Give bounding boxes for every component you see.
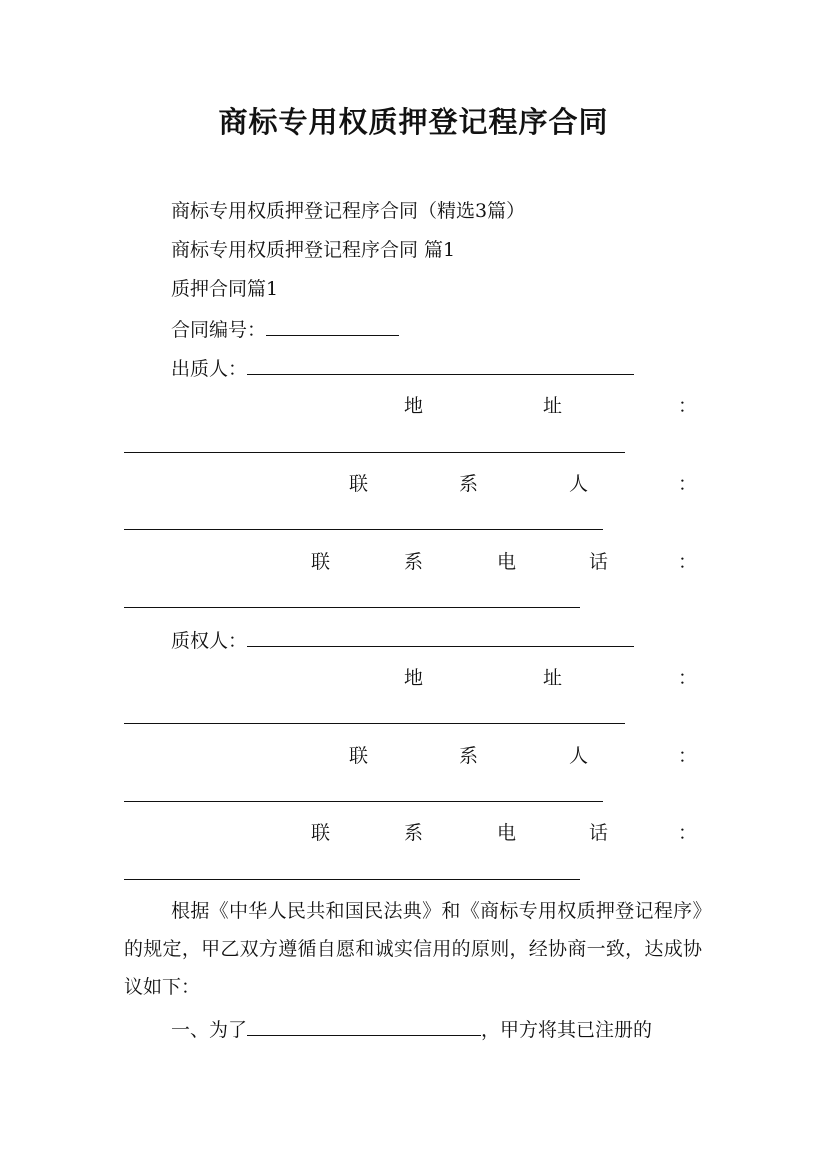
pledgor-contact-person-label (0, 471, 827, 497)
address-char-2: 址 (543, 395, 563, 417)
pledgor-address-label (0, 393, 827, 419)
contact-phone-char-4: 话 (589, 551, 609, 573)
contact-phone-char-2: 系 (404, 551, 424, 573)
contract-number-label: 合同编号： (171, 319, 267, 341)
pledgee-contact-person-label (0, 743, 827, 769)
contact-person-char-1: 联 (349, 473, 369, 495)
contact-person-char-3: 人 (569, 745, 589, 767)
contact-person-char-1: 联 (349, 745, 369, 767)
contact-person-char-3: 人 (569, 473, 589, 495)
contact-phone-char-3: 电 (497, 822, 517, 844)
clause-1-suffix: ，甲方将其已注册的 (481, 1019, 653, 1041)
subtitle-line: 商标专用权质押登记程序合同（精选3篇） (171, 200, 526, 222)
pledgor-contact-phone-blank (124, 607, 580, 608)
contract-number-blank (266, 315, 399, 336)
contact-phone-char-3: 电 (497, 551, 517, 573)
contact-phone-char-1: 联 (311, 822, 331, 844)
pledgor-address-blank (124, 452, 625, 453)
address-char-2: 址 (543, 667, 563, 689)
pledge-contract-heading: 质押合同篇1 (171, 278, 279, 300)
contact-phone-colon: ： (678, 822, 698, 844)
pledgor-line (171, 354, 634, 382)
pledgee-address-label (0, 665, 827, 691)
pledgee-contact-phone-blank (124, 879, 580, 880)
contact-phone-char-1: 联 (311, 551, 331, 573)
address-colon: ： (678, 395, 698, 417)
pledgee-address-blank (124, 723, 625, 724)
pledgor-contact-person-blank (124, 529, 603, 530)
pledgee-contact-phone-label (0, 820, 827, 846)
contract-number-line (171, 315, 399, 343)
pledgor-blank (247, 354, 634, 375)
contact-person-colon: ： (678, 745, 698, 767)
clause-1-prefix: 一、为了 (171, 1019, 248, 1041)
pledgee-label: 质权人： (171, 630, 248, 652)
pledgor-contact-phone-label (0, 549, 827, 575)
contact-phone-char-2: 系 (404, 822, 424, 844)
clause-1-blank (247, 1015, 481, 1036)
pledgee-line (171, 626, 634, 654)
preamble-paragraph: 根据《中华人民共和国民法典》和《商标专用权质押登记程序》的规定，甲乙双方遵循自愿和诚实信用的原则，经协商一致，达成协议如下： (124, 900, 702, 998)
contact-person-char-2: 系 (459, 473, 479, 495)
address-colon: ： (678, 667, 698, 689)
pledgee-blank (247, 626, 634, 647)
contact-person-colon: ： (678, 473, 698, 495)
part-heading: 商标专用权质押登记程序合同 篇1 (171, 239, 456, 261)
pledgee-contact-person-blank (124, 801, 603, 802)
address-char-1: 地 (404, 667, 424, 689)
clause-1-line (171, 1015, 702, 1043)
document-title: 商标专用权质押登记程序合同 (218, 105, 609, 139)
contact-phone-colon: ： (678, 551, 698, 573)
contact-phone-char-4: 话 (589, 822, 609, 844)
contact-person-char-2: 系 (459, 745, 479, 767)
pledgor-label: 出质人： (171, 358, 248, 380)
address-char-1: 地 (404, 395, 424, 417)
